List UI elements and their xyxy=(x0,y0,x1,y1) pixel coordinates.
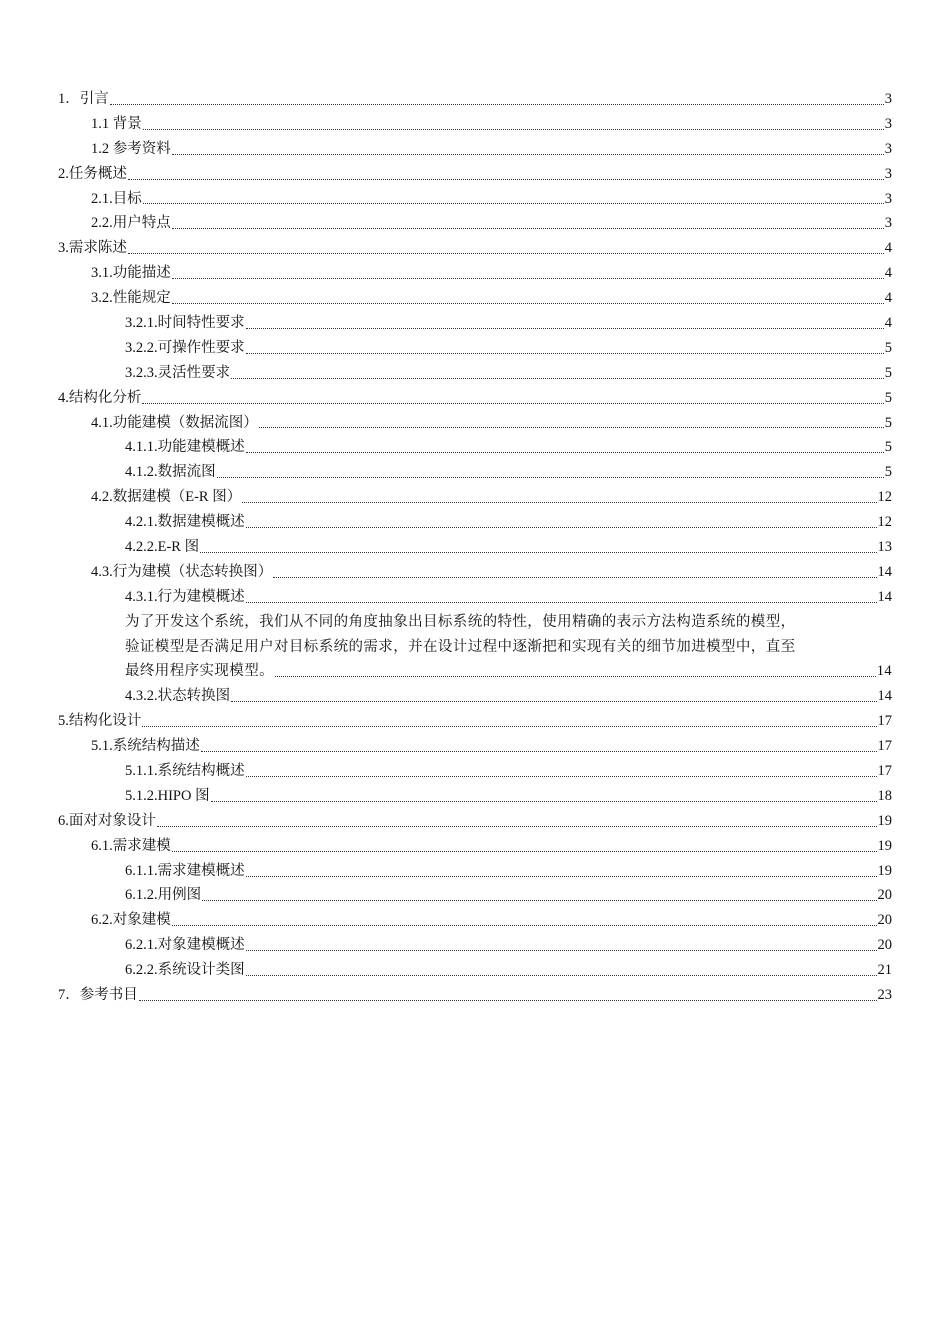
dot-leader xyxy=(172,302,884,304)
page-number: 5 xyxy=(884,414,892,431)
toc-entry-label: 2.1.目标 xyxy=(91,190,142,207)
page-number: 17 xyxy=(877,713,892,730)
toc-entry-label: 7．参考书目 xyxy=(58,987,138,1004)
toc-entry[interactable] xyxy=(58,684,892,709)
toc-entry-label: 3.2.1.时间特性要求 xyxy=(125,315,245,331)
dot-leader xyxy=(172,277,884,279)
toc-entry[interactable] xyxy=(58,884,892,909)
toc-entry[interactable] xyxy=(58,784,892,809)
page-number: 21 xyxy=(877,962,892,979)
dot-leader xyxy=(242,501,876,503)
dot-leader xyxy=(143,128,884,130)
page-number: 14 xyxy=(876,663,892,680)
page-number: 19 xyxy=(877,812,892,829)
toc-entry[interactable] xyxy=(58,286,892,311)
dot-leader xyxy=(246,352,884,354)
toc-entry[interactable] xyxy=(58,734,892,759)
dot-leader xyxy=(273,576,876,578)
dot-leader xyxy=(202,899,876,901)
toc-entry[interactable] xyxy=(58,361,892,386)
paragraph-line: 最终用程序实现模型。 xyxy=(125,663,274,680)
page-number: 17 xyxy=(877,763,892,780)
toc-entry-label: 4.1.2.数据流图 xyxy=(125,464,216,481)
dot-leader xyxy=(246,601,877,603)
toc-entry[interactable] xyxy=(58,933,892,958)
dot-leader xyxy=(246,526,877,528)
toc-entry[interactable] xyxy=(58,709,892,734)
dot-leader xyxy=(246,451,884,453)
page-number: 14 xyxy=(877,688,892,705)
toc-entry[interactable] xyxy=(58,859,892,884)
page-number: 3 xyxy=(884,215,892,232)
toc-entry[interactable] xyxy=(58,585,892,610)
page-number: 5 xyxy=(884,439,892,456)
toc-entry-label: 4.2.2.E-R 图 xyxy=(125,539,200,556)
dot-leader xyxy=(259,426,884,428)
toc-entry[interactable] xyxy=(58,759,892,784)
toc-entry-label: 5.1.1.系统结构概述 xyxy=(125,763,245,780)
page-number: 3 xyxy=(884,165,892,182)
toc-entry[interactable] xyxy=(58,236,892,261)
dot-leader xyxy=(128,252,884,254)
toc-entry[interactable] xyxy=(58,87,892,112)
toc-entry-label: 1.2 参考资料 xyxy=(91,140,171,157)
toc-entry-label: 6.2.2.系统设计类图 xyxy=(125,962,245,979)
toc-entry-label: 6.2.对象建模 xyxy=(91,912,171,929)
toc-entry-label: 6.1.需求建模 xyxy=(91,837,171,854)
toc-entry[interactable] xyxy=(58,435,892,460)
page-number: 5 xyxy=(884,389,892,406)
toc-entry-label: 5.结构化设计 xyxy=(58,713,142,730)
toc-entry-label: 4.3.行为建模（状态转换图） xyxy=(91,563,273,580)
dot-leader xyxy=(246,875,877,877)
toc-entry-label: 4.2.1.数据建模概述 xyxy=(125,514,245,531)
dot-leader xyxy=(246,327,884,329)
toc-entry[interactable] xyxy=(58,460,892,485)
page-number: 4 xyxy=(884,290,892,307)
page-number: 3 xyxy=(884,190,892,207)
dot-leader xyxy=(231,700,876,702)
dot-leader xyxy=(200,551,876,553)
page-number: 12 xyxy=(877,489,892,506)
dot-leader xyxy=(142,725,876,727)
dot-leader xyxy=(211,800,877,802)
toc-entry[interactable] xyxy=(58,261,892,286)
page-number: 4 xyxy=(884,240,892,257)
toc-entry-label: 2.2.用户特点 xyxy=(91,215,171,232)
toc-entry-label: 6.面对对象设计 xyxy=(58,812,156,829)
toc-entries xyxy=(58,87,892,610)
toc-entry[interactable] xyxy=(58,908,892,933)
page-number: 3 xyxy=(884,90,892,107)
page-number: 5 xyxy=(884,364,892,381)
page-number: 19 xyxy=(877,837,892,854)
toc-entry[interactable] xyxy=(58,809,892,834)
toc-entry-label: 3.2.2.可操作性要求 xyxy=(125,339,245,356)
page-number: 13 xyxy=(877,539,892,556)
toc-entry-label: 1．引言 xyxy=(58,90,109,107)
page-number: 4 xyxy=(884,315,892,331)
dot-leader xyxy=(246,949,877,951)
toc-entry-label: 4.结构化分析 xyxy=(58,389,142,406)
page-number: 14 xyxy=(877,588,892,605)
toc-entry-label: 6.2.1.对象建模概述 xyxy=(125,937,245,954)
dot-leader xyxy=(110,103,884,105)
dot-leader xyxy=(246,974,877,976)
toc-entry-label: 2.任务概述 xyxy=(58,165,127,182)
page-number: 5 xyxy=(884,339,892,356)
dot-leader xyxy=(201,750,877,752)
paragraph-last-line xyxy=(125,659,892,684)
toc-entry-label: 4.1.功能建模（数据流图） xyxy=(91,414,258,431)
toc-entry[interactable] xyxy=(58,560,892,585)
toc-entry-label: 6.1.2.用例图 xyxy=(125,887,202,904)
toc-entry-label: 3.需求陈述 xyxy=(58,240,127,257)
page-number: 20 xyxy=(877,912,892,929)
dot-leader xyxy=(217,476,884,478)
toc-entry[interactable] xyxy=(58,535,892,560)
toc-entry[interactable] xyxy=(58,958,892,983)
toc-entry[interactable] xyxy=(58,983,892,1008)
page-number: 23 xyxy=(877,987,892,1004)
dot-leader xyxy=(275,675,876,677)
page-number: 20 xyxy=(877,937,892,954)
dot-leader xyxy=(128,178,884,180)
table-of-contents xyxy=(58,87,892,1008)
toc-entry[interactable] xyxy=(58,311,892,336)
dot-leader xyxy=(172,153,884,155)
dot-leader xyxy=(172,850,877,852)
page-number: 14 xyxy=(877,563,892,580)
paragraph-line: 验证模型是否满足用户对目标系统的需求，并在设计过程中逐渐把和实现有关的细节加进模型中，直至 xyxy=(125,638,796,655)
page-number: 5 xyxy=(884,464,892,481)
toc-entry[interactable] xyxy=(58,386,892,411)
toc-entries xyxy=(58,684,892,1008)
dot-leader xyxy=(157,825,877,827)
toc-entry-label: 6.1.1.需求建模概述 xyxy=(125,862,245,879)
toc-entry[interactable] xyxy=(58,187,892,212)
toc-entry-label: 5.1.系统结构描述 xyxy=(91,738,200,755)
toc-entry[interactable] xyxy=(58,485,892,510)
page-number: 4 xyxy=(884,265,892,282)
toc-entry-label: 4.3.1.行为建模概述 xyxy=(125,588,245,605)
toc-entry-label: 1.1 背景 xyxy=(91,115,142,132)
dot-leader xyxy=(172,227,884,229)
paragraph-line: 为了开发这个系统，我们从不同的角度抽象出目标系统的特性，使用精确的表示方法构造系统的模型， xyxy=(125,613,796,630)
toc-entry[interactable] xyxy=(58,336,892,361)
toc-entry-label: 5.1.2.HIPO 图 xyxy=(125,787,210,804)
toc-entry[interactable] xyxy=(58,137,892,162)
toc-entry[interactable] xyxy=(58,211,892,236)
toc-entry-label: 3.2.性能规定 xyxy=(91,290,171,307)
page-number: 12 xyxy=(877,514,892,531)
toc-entry[interactable] xyxy=(58,834,892,859)
dot-leader xyxy=(172,924,877,926)
toc-entry[interactable] xyxy=(58,411,892,436)
toc-entry-label: 4.1.1.功能建模概述 xyxy=(125,439,245,456)
toc-entry[interactable] xyxy=(58,162,892,187)
dot-leader xyxy=(246,775,877,777)
page-number: 18 xyxy=(877,787,892,804)
page-number: 3 xyxy=(884,115,892,132)
toc-paragraph-entry[interactable] xyxy=(58,610,892,685)
dot-leader xyxy=(142,402,883,404)
page-number: 3 xyxy=(884,140,892,157)
dot-leader xyxy=(143,202,884,204)
toc-entry-label: 3.1.功能描述 xyxy=(91,265,171,282)
page-number: 19 xyxy=(877,862,892,879)
dot-leader xyxy=(139,999,877,1001)
toc-entry-label: 4.2.数据建模（E-R 图） xyxy=(91,489,242,506)
toc-entry[interactable] xyxy=(58,510,892,535)
page-number: 17 xyxy=(877,738,892,755)
toc-entry-label: 4.3.2.状态转换图 xyxy=(125,688,231,705)
toc-entry-label: 3.2.3.灵活性要求 xyxy=(125,364,231,381)
page-number: 20 xyxy=(877,887,892,904)
dot-leader xyxy=(231,377,884,379)
toc-entry[interactable] xyxy=(58,112,892,137)
